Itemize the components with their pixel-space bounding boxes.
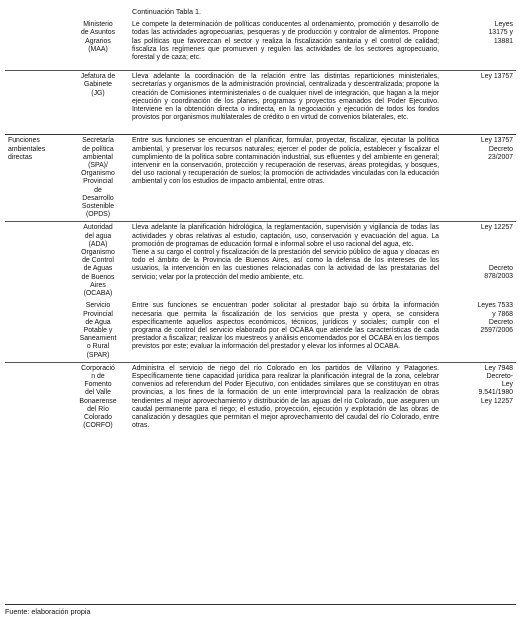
- entity-name-line: ambiental: [83, 153, 113, 161]
- legal-norm-line: Ley 13757: [480, 73, 513, 81]
- entity-name-line: (JG): [91, 89, 105, 97]
- entity-name-line: del Río: [87, 405, 109, 413]
- description-paragraph: Entre sus funciones se encuentran poder solicitar al prestador bajo su órbita la información necesaria que permita la fiscalización de los servicios que presta y opera, se considera específicamente aquellos aspectos económicos, técnicos, jurídicos y sociales; cumplir con el programa de control del servicio elaborado por el OCABA que atiende las características de cada prestador a fiscalizar; realizar los muestreos y análisis encomendados por el OCABA en los tiempos previstos por este; evaluar la información del prestador y elevar los informes al OCABA.: [132, 302, 439, 351]
- legal-norm-cell: [442, 300, 516, 362]
- entity-name-line: Aires: [90, 281, 106, 289]
- legal-norm-line: Decreto: [488, 264, 513, 272]
- category-cell: [5, 300, 67, 362]
- institutions-table: [5, 6, 516, 442]
- legal-norm-line: 2597/2006: [480, 326, 513, 334]
- entity-name-line: Secretaría: [82, 137, 114, 145]
- entity-name-line: Organismo: [81, 170, 115, 178]
- entity-name-line: de Asuntos: [80, 29, 116, 37]
- entity-name-line: (CORFO): [83, 422, 113, 430]
- description-cell: [129, 135, 442, 222]
- legal-norm-line: Ley 7948: [484, 364, 513, 372]
- legal-norm-line: Leyes: [494, 21, 513, 29]
- legal-norm-line: 23/2007: [488, 153, 513, 161]
- legal-norm-cell: [442, 19, 516, 71]
- entity-name-line: Agrarios: [85, 37, 111, 45]
- entity-name-line: Corporació: [81, 364, 115, 372]
- legal-norm-cell: [442, 362, 516, 442]
- entity-name-line: Bonaerense: [79, 397, 117, 405]
- entity-name-line: Colorado: [84, 413, 112, 421]
- entity-name-line: de Aguas: [83, 265, 113, 273]
- description-cell: [129, 222, 442, 300]
- category-cell: [5, 222, 67, 300]
- description-cell: [129, 19, 442, 71]
- legal-norm-cell: [442, 222, 516, 300]
- entity-name-line: Potable y: [83, 326, 113, 334]
- table-row: [5, 362, 516, 442]
- description-paragraph: Entre sus funciones se encuentran el planificar, formular, proyectar, fiscalizar, ejecutar la política ambiental, y preservar los recursos naturales; ejercer el poder de policía, establecer y fiscalizar el cumplimiento de la política sobre contaminación industrial, sus efluentes y del ambiente en general; intervenir en la conservación, protección y recuperación de reservas, áreas protegidas, y bosques, del uso racional y recuperación de suelos; la promoción de actividades vinculadas con la educación ambiental y con los estudios de impacto ambiental, entre otras.: [132, 137, 439, 186]
- table-row: [5, 135, 516, 222]
- entity-name-line: (OPDS): [85, 211, 111, 219]
- entity-name-line: Jefatura de: [80, 73, 116, 81]
- legal-norm-line: Leyes 7533: [477, 302, 513, 310]
- category-cell: [5, 19, 67, 71]
- entity-name-line: Fomento: [84, 381, 112, 389]
- category-label: Funciones ambientales directas: [8, 137, 46, 161]
- table-row: [5, 71, 516, 135]
- entity-cell: [67, 222, 129, 300]
- table-row: [5, 19, 516, 71]
- description-cell: [129, 300, 442, 362]
- entity-name-line: Saneamient: [79, 335, 117, 343]
- entity-name-line: Organismo: [81, 249, 115, 257]
- entity-name-line: (OCABA): [83, 290, 113, 298]
- legal-norm-line: Ley 13757: [480, 137, 513, 145]
- category-cell: [5, 71, 67, 135]
- entity-cell: [67, 71, 129, 135]
- category-cell: [5, 362, 67, 442]
- legal-norm-line: Decreto: [488, 145, 513, 153]
- entity-cell: [67, 135, 129, 222]
- legal-norm-line: Decreto-: [486, 372, 513, 380]
- entity-name-line: de Buenos: [81, 273, 115, 281]
- legal-norm-line: Decreto: [488, 318, 513, 326]
- entity-name-line: Sostenible: [81, 203, 115, 211]
- description-paragraph: Lleva adelante la planificación hidrológica, la reglamentación, supervisión y vigilancia de todas las actividades y obras relativas al estudio, captación, uso, conservación y evacuación del agua. La promoción de programas de educación formal e informal sobre el uso racional del agua, etc.: [132, 224, 439, 248]
- entity-name-line: (MAA): [88, 45, 108, 53]
- legal-norm-line: 878/2003: [484, 272, 513, 280]
- entity-name-line: de Agua: [85, 318, 111, 326]
- entity-name-line: o Rural: [86, 343, 110, 351]
- description-paragraph: Lleva adelante la coordinación de la relación entre las distintas reparticiones ministeriales, secretarías y organismos de la administración provincial, centralizada y descentralizada; propone la creación de Comisiones interministeriales o de cualquier nivel de integración, que hagan a la mejor ejecución y coordinación de los planes, programas y proyectos emanados del Poder Ejecutivo. Interviene en la obtención directa o indirecta, en la negociación y ejecución de todos los fondos provistos por organismos multilaterales de crédito o en virtud de convenios bilaterales, etc.: [132, 73, 439, 122]
- entity-cell: [67, 19, 129, 71]
- legal-norm-line: y 7868: [492, 310, 513, 318]
- legal-norm-line: Ley: [501, 381, 513, 389]
- table-caption: Continuación Tabla 1.: [132, 7, 201, 16]
- legal-norm-line: Ley 12257: [480, 224, 513, 232]
- legal-norm-line: 13881: [493, 37, 513, 45]
- entity-name-line: Provincial: [83, 310, 113, 318]
- category-cell: [5, 135, 67, 222]
- legal-norm-cell: [442, 135, 516, 222]
- entity-cell: [67, 362, 129, 442]
- entity-name-line: Autoridad: [83, 224, 113, 232]
- legal-norm-line: 13175 y: [488, 29, 513, 37]
- entity-name-line: (SPA)/: [88, 162, 108, 170]
- description-paragraph: Le compete la determinación de políticas conducentes al ordenamiento, promoción y desarrollo de todas las actividades agropecuarias, pesqueras y de producción y contralor de alimentos. Propone las políticas que favorezcan el sector y realiza la fiscalización sanitaria y el control de calidad; fiscaliza los regímenes que promueven y regulen las actividades de los sectores agropecuario, forestal y de caza; etc.: [132, 21, 439, 62]
- entity-name-line: del agua: [84, 232, 112, 240]
- table-row: [5, 300, 516, 362]
- entity-cell: [67, 300, 129, 362]
- entity-name-line: de: [94, 186, 102, 194]
- caption-row: [5, 6, 516, 19]
- entity-name-line: del Valle: [85, 389, 111, 397]
- entity-name-line: Ministerio: [83, 21, 113, 29]
- source-note: Fuente: elaboración propia: [5, 604, 516, 616]
- legal-norm-line: Ley 12257: [480, 397, 513, 405]
- entity-name-line: n de: [91, 372, 105, 380]
- description-paragraph: Tiene a su cargo el control y fiscalización de la prestación del servicio público de agua y cloacas en todo el ámbito de la Provincia de Buenos Aires, así como la defensa de los intereses de los usuarios, la intervención en las cuestiones relacionadas con la actividad de las prestatarias del servicio; velar por la protección del medio ambiente, etc.: [132, 249, 439, 281]
- legal-norm-line: 9.541/1980: [478, 389, 513, 397]
- description-cell: [129, 71, 442, 135]
- entity-name-line: (ADA): [88, 240, 108, 248]
- description-paragraph: Administra el servicio de riego del río Colorado en los partidos de Villarino y Patagones. Específicamente tiene capacidad jurídica para realizar la planificación integral de la zona, celebrar convenios ad referendum del Poder Ejecutivo, con entidades similares que se constituyan en otras provincias, a los fines de la formación de un ente interprovincial para la realización de obras tendientes al mejor aprovechamiento y distribución de las aguas del río Colorado, que aseguren un caudal permanente para el riego; el estudio, proyección, ejecución y explotación de las obras de canalización y desagües que permitan el mejor aprovechamiento del caudal del río Colorado, entre otras.: [132, 364, 439, 430]
- entity-name-line: de Control: [82, 257, 114, 265]
- description-cell: [129, 362, 442, 442]
- legal-norm-cell: [442, 71, 516, 135]
- table-row: [5, 222, 516, 300]
- entity-name-line: Provincial: [83, 178, 113, 186]
- entity-name-line: de política: [82, 145, 114, 153]
- entity-name-line: (SPAR): [86, 351, 110, 359]
- entity-name-line: Desarrollo: [82, 194, 114, 202]
- entity-name-line: Gabinete: [84, 81, 112, 89]
- entity-name-line: Servicio: [85, 302, 111, 310]
